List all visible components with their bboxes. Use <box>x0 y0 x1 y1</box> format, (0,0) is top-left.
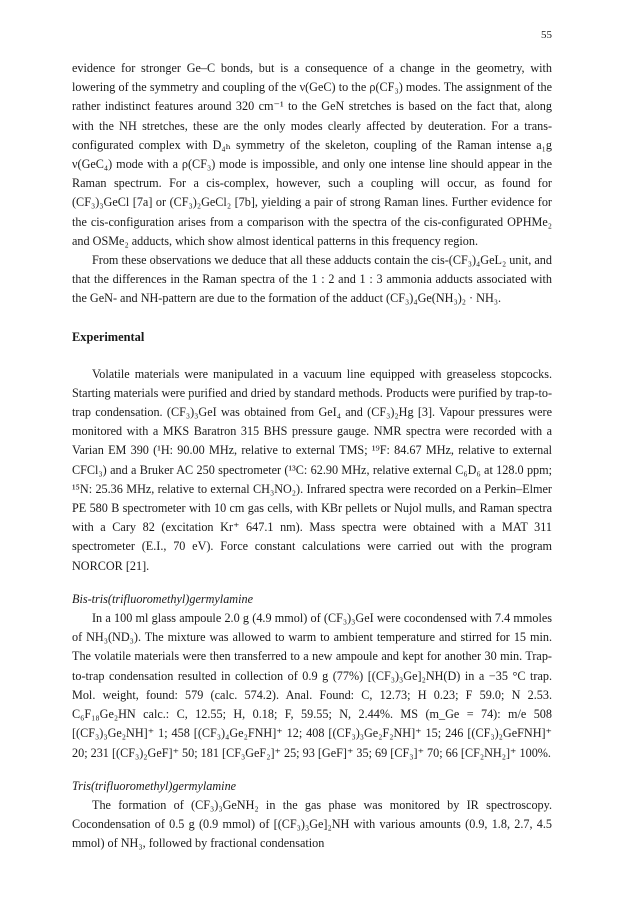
page-body <box>72 59 552 854</box>
subsection-heading-tris-germylamine: Tris(trifluoromethyl)germylamine <box>72 778 237 793</box>
section-heading-experimental: Experimental <box>72 329 145 344</box>
subsection-heading-bis-germylamine: Bis-tris(trifluoromethyl)germylamine <box>72 591 253 606</box>
tris-germylamine-paragraph: The formation of (CF₃)₃GeNH₂ in the gas phase was monitored by IR spectroscopy. Cocondensation of 0.5 g (0.9 mmol) of [(CF₃)₃Ge]₂NH with various amounts (0.9, 1.8, 2.7, 4.5 mmol) of NH₃, followed by fractional condensation <box>72 797 552 851</box>
experimental-paragraph: Volatile materials were manipulated in a vacuum line equipped with greaseless stopcocks. Starting materials were purified and dried by standard methods. Products were purified by trap-to-trap condensation. (CF₃)₃GeI was obtained from GeI₄ and (CF₃)₂Hg [3]. Vapour pressures were monitored with a MKS Baratron 315 BHS pressure gauge. NMR spectra were recorded with a Varian EM 390 (¹H: 90.00 MHz, relative to external TMS; ¹⁹F: 84.67 MHz, relative to external CFCl₃) and a Bruker AC 250 spectrometer (¹³C: 62.90 MHz, relative external C₆D₆ at 128.0 ppm; ¹⁵N: 25.36 MHz, relative to external CH₃NO₂). Infrared spectra were recorded on a Perkin–Elmer PE 580 B spectrometer with 10 cm gas cells, with KBr pellets or Nujol mulls, and Raman spectra with a Cary 82 (excitation Kr⁺ 647.1 nm). Mass spectra were obtained with a MAT 311 spectrometer (E.I., 70 eV). Force constant calculations were carried out with the program NORCOR [21]. <box>72 366 552 573</box>
page-number: 55 <box>541 29 552 41</box>
intro-paragraph-1: evidence for stronger Ge–C bonds, but is a consequence of a change in the geometry, with lowering of the symmetry and coupling of the ν(GeC) to the ρ(CF₃) modes. The assignment of the rather indistinct features around 320 cm⁻¹ to the GeN stretches is based on the fact that, along with the NH stretches, these are the only modes clearly affected by deuteration. For a trans-configurated complex with D₄ₕ symmetry of the skeleton, coupling of the Raman intense a₁g ν(GeC₄) mode with a ρ(CF₃) mode is impossible, and only one intense line should appear in the Raman spectrum. For a cis-complex, however, such a coupling will occur, as found for (CF₃)₃GeCl [7a] or (CF₃)₂GeCl₂ [7b], yielding a pair of strong Raman lines. Further evidence for the cis-configuration arises from a comparison with the spectra of the cis-configurated OPHMe₂ and OSMe₂ adducts, which show almost identical patterns in this frequency region. <box>72 61 552 248</box>
intro-paragraph-2: From these observations we deduce that all these adducts contain the cis-(CF₃)₄GeL₂ unit, and that the differences in the Raman spectra of the 1 : 2 and 1 : 3 ammonia adducts associated with the GeN- and NH-pattern are due to the formation of the adduct (CF₃)₄Ge(NH₃)₂ · NH₃. <box>72 253 552 306</box>
bis-germylamine-paragraph: In a 100 ml glass ampoule 2.0 g (4.9 mmol) of (CF₃)₃GeI were cocondensed with 7.4 mmoles of NH₃(ND₃). The mixture was allowed to warm to ambient temperature and stirred for 15 min. The volatile materials were then transferred to a new ampoule and kept for another 30 min. Trap-to-trap condensation resulted in collection of 0.9 g (77%) [(CF₃)₃Ge]₂NH(D) in a −35 °C trap. Mol. weight, found: 579 (calc. 574.2). Anal. Found: C, 12.73; H 0.23; F 59.0; N 2.53. C₆F₁₈Ge₂HN calc.: C, 12.55; H, 0.18; F, 59.55; N, 2.44%. MS (m_Ge = 74): m/e 508 [(CF₃)₃Ge₂NH]⁺ 1; 458 [(CF₃)₄Ge₂FNH]⁺ 12; 408 [(CF₃)₃Ge₂F₂NH]⁺ 15; 246 [(CF₃)₂GeFNH]⁺ 20; 231 [(CF₃)₂GeF]⁺ 50; 181 [CF₃GeF₂]⁺ 25; 93 [GeF]⁺ 35; 69 [CF₃]⁺ 70; 66 [CF₂NH₂]⁺ 100%. <box>72 611 552 760</box>
